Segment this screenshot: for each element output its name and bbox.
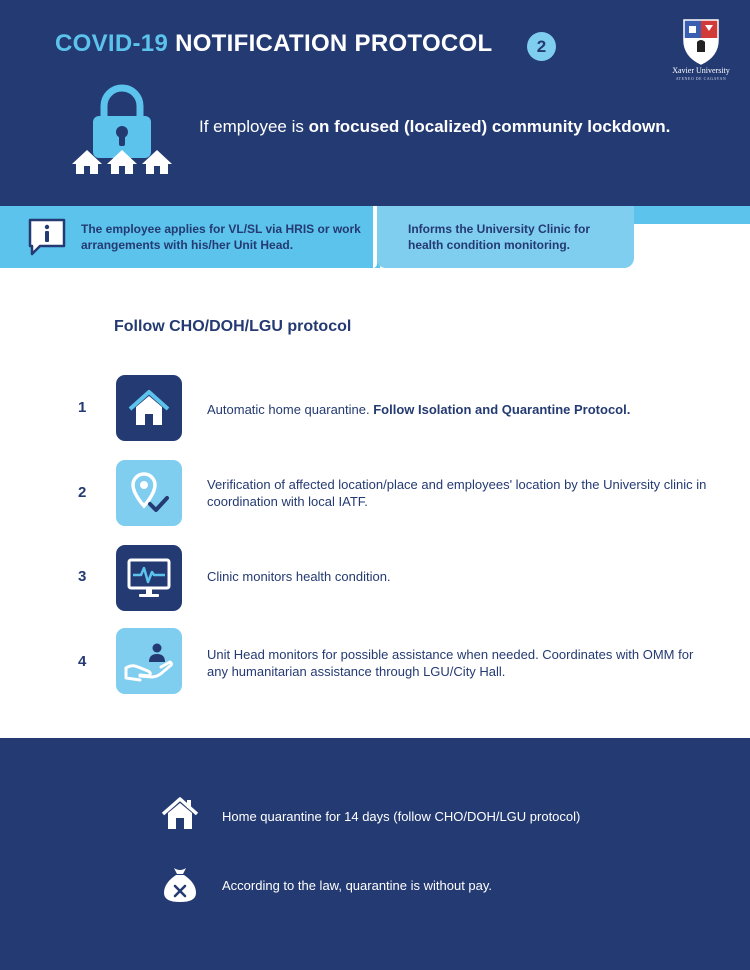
title-covid: COVID-19 (55, 30, 169, 57)
band-text-apply-leave: The employee applies for VL/SL via HRIS or work arrangements with his/her Unit Head. (81, 222, 361, 252)
info-speech-icon (26, 216, 68, 258)
footer-note-pay: According to the law, quarantine is without pay. (222, 878, 493, 893)
step-number-badge: 2 (527, 32, 556, 61)
step-1-text (207, 401, 707, 418)
title-protocol: NOTIFICATION PROTOCOL (175, 30, 493, 57)
hand-person-icon (116, 628, 182, 694)
step-2-number: 2 (78, 484, 87, 501)
band-text-inform-clinic: Informs the University Clinic for health condition monitoring. (408, 222, 591, 252)
intro-bold: on focused (localized) community lockdown. (308, 117, 671, 136)
footer-note-quarantine: Home quarantine for 14 days (follow CHO/DOH/LGU protocol) (222, 809, 581, 824)
step-4-text: Unit Head monitors for possible assistance when needed. Coordinates with OMM for any humanitarian assistance through LGU/City Hall. (207, 647, 694, 679)
step-1-number: 1 (78, 399, 87, 416)
location-check-icon (116, 460, 182, 526)
university-motto: ATENEO DE CAGAYAN (675, 76, 727, 81)
page-title (55, 30, 492, 58)
university-name: Xavier University (672, 66, 730, 75)
step-3-number: 3 (78, 568, 87, 585)
house-icon (116, 375, 182, 441)
footer-panel (0, 738, 750, 970)
lockdown-lock-houses-icon (70, 82, 174, 176)
info-band-divider (373, 206, 377, 268)
money-bag-x-icon (160, 864, 200, 904)
step-1-text-plain: Automatic home quarantine. (207, 402, 374, 417)
section-title: Follow CHO/DOH/LGU protocol (114, 318, 352, 335)
step-4-number: 4 (78, 653, 87, 670)
step-1-text-bold: Follow Isolation and Quarantine Protocol. (373, 402, 631, 417)
heart-monitor-icon (116, 545, 182, 611)
step-2-text: Verification of affected location/place and employees' location by the University clinic in coordination with local IATF. (207, 477, 707, 509)
house-icon (160, 794, 200, 834)
intro-statement (199, 117, 670, 137)
step-3-text: Clinic monitors health condition. (207, 569, 391, 584)
intro-prefix: If employee is (199, 117, 309, 136)
